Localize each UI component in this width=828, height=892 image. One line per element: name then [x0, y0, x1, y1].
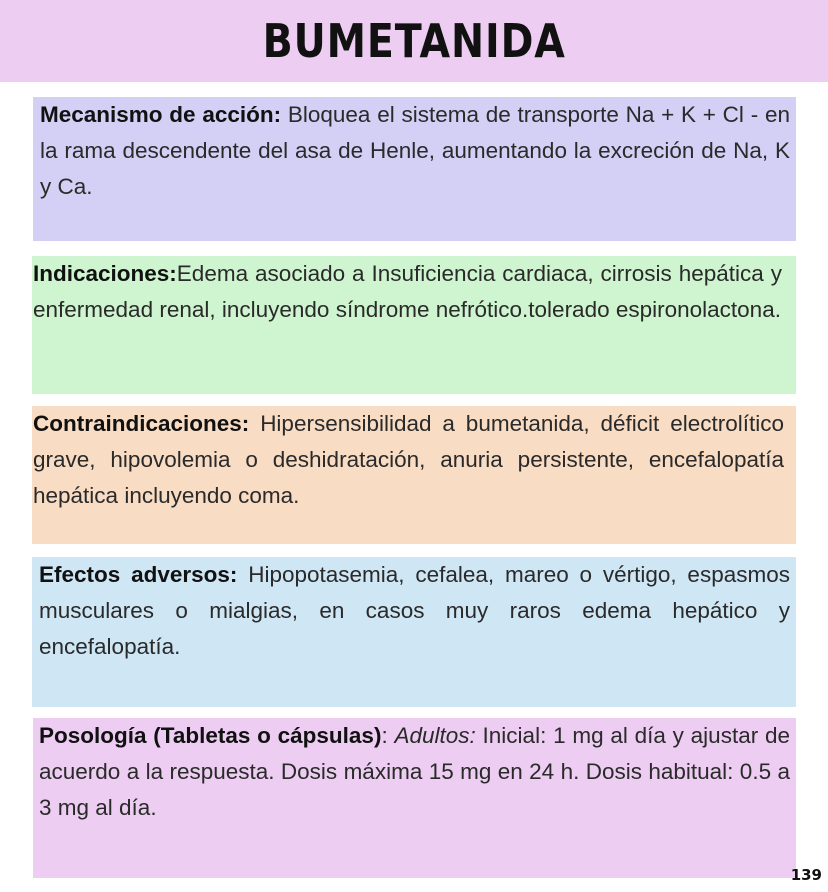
- section-label: Efectos adversos:: [39, 562, 238, 587]
- section-label: Posología (Tabletas o cápsulas): [39, 723, 382, 748]
- section-text: Bloquea el sistema de transporte Na + K + Cl - en la rama descendente del asa de Henle, aumentando la excreción de Na, K y Ca.: [40, 102, 790, 199]
- section-indicaciones: [32, 256, 796, 394]
- section-contraindicaciones: [32, 406, 796, 544]
- section-efectos-adversos: [32, 557, 796, 707]
- section-label: Indicaciones:: [33, 261, 177, 286]
- title-banner: [0, 0, 828, 82]
- section-posologia: [33, 718, 796, 878]
- section-text: Edema asociado a Insuficiencia cardiaca, cirrosis hepática y enfermedad renal, incluyendo síndrome nefrótico.tolerado espironolactona.: [33, 261, 782, 322]
- label-separator: :: [381, 723, 388, 748]
- section-label: Mecanismo de acción:: [40, 102, 282, 127]
- page-title: BUMETANIDA: [262, 14, 566, 68]
- section-mecanismo: [33, 97, 796, 241]
- section-text: Inicial: 1 mg al día y ajustar de acuerdo a la respuesta. Dosis máxima 15 mg en 24 h. Dosis habitual: 0.5 a 3 mg al día.: [39, 723, 790, 820]
- adultos-label: Adultos:: [394, 723, 476, 748]
- page-number: 139: [790, 866, 822, 884]
- section-label: Contraindicaciones:: [33, 411, 250, 436]
- section-text: Hipersensibilidad a bumetanida, déficit electrolítico grave, hipovolemia o deshidratación, anuria persistente, encefalopatía hepática incluyendo coma.: [33, 411, 784, 508]
- section-text: Hipopotasemia, cefalea, mareo o vértigo, espasmos musculares o mialgias, en casos muy raros edema hepático y encefalopatía.: [39, 562, 790, 659]
